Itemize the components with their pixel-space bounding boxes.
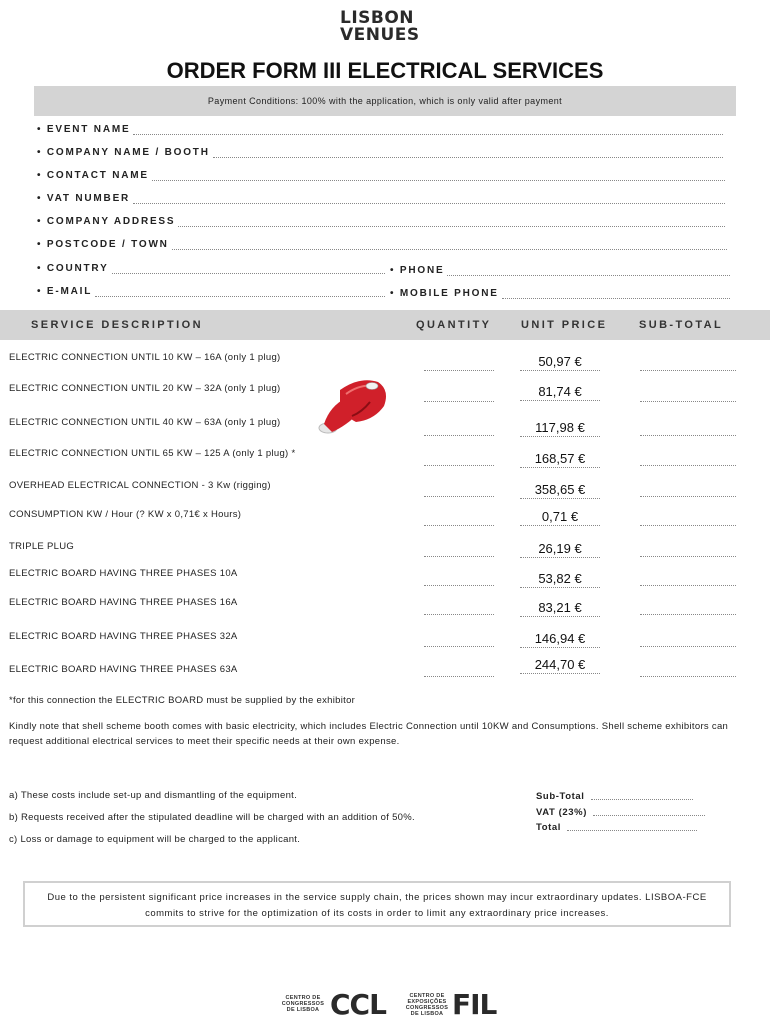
subtotal-input[interactable] (640, 585, 736, 586)
contact-name-line[interactable] (152, 171, 725, 181)
quantity-input[interactable] (424, 614, 494, 615)
company-booth-line[interactable] (213, 148, 723, 158)
unit-price: 146,94 € (520, 631, 600, 648)
subtotal-input[interactable] (640, 435, 736, 436)
company-address-line[interactable] (178, 217, 725, 227)
postcode-town-line[interactable] (172, 240, 727, 250)
service-description: CONSUMPTION KW / Hour (? KW x 0,71€ x Hours) (9, 509, 242, 520)
condition-a: a) These costs include set-up and dismantling of the equipment. (9, 790, 298, 801)
country-label: • COUNTRY (37, 263, 109, 274)
fil-logo-line: CENTRO DE (409, 993, 445, 999)
quantity-input[interactable] (424, 370, 494, 371)
lisbon-venues-logo (340, 10, 432, 44)
service-description: ELECTRIC CONNECTION UNTIL 40 KW – 63A (only 1 plug) (9, 417, 281, 428)
grand-total-label: Total (536, 822, 561, 833)
service-description: ELECTRIC CONNECTION UNTIL 10 KW – 16A (only 1 plug) (9, 352, 281, 363)
vat-total-input[interactable] (593, 807, 705, 816)
red-plug-icon (316, 376, 392, 436)
quantity-input[interactable] (424, 676, 494, 677)
service-description: OVERHEAD ELECTRICAL CONNECTION - 3 Kw (rigging) (9, 480, 271, 491)
subtotal-input[interactable] (640, 556, 736, 557)
subtotal-input[interactable] (640, 525, 736, 526)
unit-price: 26,19 € (520, 541, 600, 558)
mobile-phone-line[interactable] (502, 289, 730, 299)
subtotal-total-input[interactable] (591, 791, 693, 800)
page-title: ORDER FORM III ELECTRICAL SERVICES (166, 58, 604, 83)
service-description: ELECTRIC BOARD HAVING THREE PHASES 10A (9, 568, 238, 579)
subtotal-input[interactable] (640, 401, 736, 402)
fil-logo-line: DE LISBOA (410, 1011, 444, 1017)
subtotal-input[interactable] (640, 646, 736, 647)
price-increase-notice: Due to the persistent significant price increases in the service supply chain, the prices shown may incur extraordinary updates. LISBOA-FCE commits to strive for the optimization of its costs in order to limit any extraordinary price increases. (23, 881, 731, 927)
vat-number-line[interactable] (133, 194, 725, 204)
country-line[interactable] (112, 264, 385, 274)
payment-conditions-bar: Payment Conditions: 100% with the application, which is only valid after payment (34, 86, 736, 116)
service-description: ELECTRIC BOARD HAVING THREE PHASES 32A (9, 631, 238, 642)
country-field[interactable] (37, 260, 385, 274)
logo-line-2: VENUES (340, 25, 420, 45)
unit-price: 168,57 € (520, 451, 600, 468)
phone-line[interactable] (447, 266, 730, 276)
quantity-input[interactable] (424, 525, 494, 526)
subtotal-input[interactable] (640, 614, 736, 615)
fil-logo-line: EXPOSIÇÕES (407, 999, 447, 1005)
condition-b: b) Requests received after the stipulated deadline will be charged with an addition of 50%. (9, 812, 415, 823)
subtotal-heading: SUB-TOTAL (639, 319, 724, 331)
quantity-input[interactable] (424, 496, 494, 497)
unit-price: 83,21 € (520, 600, 600, 617)
mobile-phone-field[interactable] (390, 285, 730, 299)
quantity-input[interactable] (424, 646, 494, 647)
unit-price: 53,82 € (520, 571, 600, 588)
company-booth-label: • COMPANY NAME / BOOTH (37, 147, 210, 158)
mobile-phone-label: • MOBILE PHONE (390, 288, 499, 299)
postcode-town-field[interactable] (37, 236, 727, 250)
service-description: TRIPLE PLUG (9, 541, 75, 552)
subtotal-input[interactable] (640, 496, 736, 497)
quantity-input[interactable] (424, 585, 494, 586)
quantity-input[interactable] (424, 401, 494, 402)
service-table-header (0, 310, 770, 340)
subtotal-total (536, 791, 693, 802)
unit-price: 117,98 € (520, 420, 600, 437)
company-booth-field[interactable] (37, 144, 723, 158)
ccl-logo-line: DE LISBOA (286, 1007, 320, 1013)
service-description: ELECTRIC CONNECTION UNTIL 65 KW – 125 A (only 1 plug) * (9, 448, 296, 459)
vat-total (536, 807, 705, 818)
unit-price: 0,71 € (520, 509, 600, 526)
shell-scheme-note: Kindly note that shell scheme booth comes with basic electricity, which includes Electric Connection until 10KW and Consumptions. Shell scheme exhibitors can request additional electrical services to meet their specific needs at their own expense. (9, 721, 729, 747)
service-description: ELECTRIC BOARD HAVING THREE PHASES 63A (9, 664, 238, 675)
service-description-heading: SERVICE DESCRIPTION (31, 319, 203, 331)
event-name-line[interactable] (133, 125, 723, 135)
quantity-input[interactable] (424, 465, 494, 466)
fil-logo-subtitle (404, 993, 450, 1017)
unit-price: 244,70 € (520, 657, 600, 674)
subtotal-total-label: Sub-Total (536, 791, 585, 802)
service-description: ELECTRIC BOARD HAVING THREE PHASES 16A (9, 597, 238, 608)
condition-c: c) Loss or damage to equipment will be charged to the applicant. (9, 834, 301, 845)
ccl-logo-line: CONGRESSOS (281, 1001, 325, 1007)
vat-number-field[interactable] (37, 190, 725, 204)
vat-number-label: • VAT NUMBER (37, 193, 131, 204)
fil-logo-line: CONGRESSOS (405, 1005, 449, 1011)
unit-price: 50,97 € (520, 354, 600, 371)
ccl-logo-subtitle (278, 995, 328, 1013)
phone-field[interactable] (390, 262, 730, 276)
ccl-logo: CCL (330, 988, 386, 1021)
fil-logo: FIL (452, 988, 497, 1021)
subtotal-input[interactable] (640, 370, 736, 371)
quantity-input[interactable] (424, 435, 494, 436)
service-description: ELECTRIC CONNECTION UNTIL 20 KW – 32A (only 1 plug) (9, 383, 281, 394)
quantity-heading: QUANTITY (416, 319, 492, 331)
footnote: *for this connection the ELECTRIC BOARD must be supplied by the exhibitor (9, 695, 356, 706)
subtotal-input[interactable] (640, 465, 736, 466)
email-label: • E-MAIL (37, 286, 93, 297)
unit-price: 81,74 € (520, 384, 600, 401)
ccl-logo-line: CENTRO DE (285, 995, 321, 1001)
unit-price: 358,65 € (520, 482, 600, 499)
grand-total (536, 822, 697, 833)
postcode-town-label: • POSTCODE / TOWN (37, 239, 169, 250)
event-name-field[interactable] (37, 121, 723, 135)
subtotal-input[interactable] (640, 676, 736, 677)
email-line[interactable] (95, 287, 385, 297)
unit-price-heading: UNIT PRICE (521, 319, 608, 331)
contact-name-label: • CONTACT NAME (37, 170, 149, 181)
grand-total-input[interactable] (567, 822, 697, 831)
email-field[interactable] (37, 283, 385, 297)
event-name-label: • EVENT NAME (37, 124, 131, 135)
vat-total-label: VAT (23%) (536, 807, 587, 818)
contact-name-field[interactable] (37, 167, 725, 181)
phone-label: • PHONE (390, 265, 445, 276)
company-address-label: • COMPANY ADDRESS (37, 216, 176, 227)
company-address-field[interactable] (37, 213, 725, 227)
quantity-input[interactable] (424, 556, 494, 557)
logo-line-1: LISBON (340, 8, 415, 28)
